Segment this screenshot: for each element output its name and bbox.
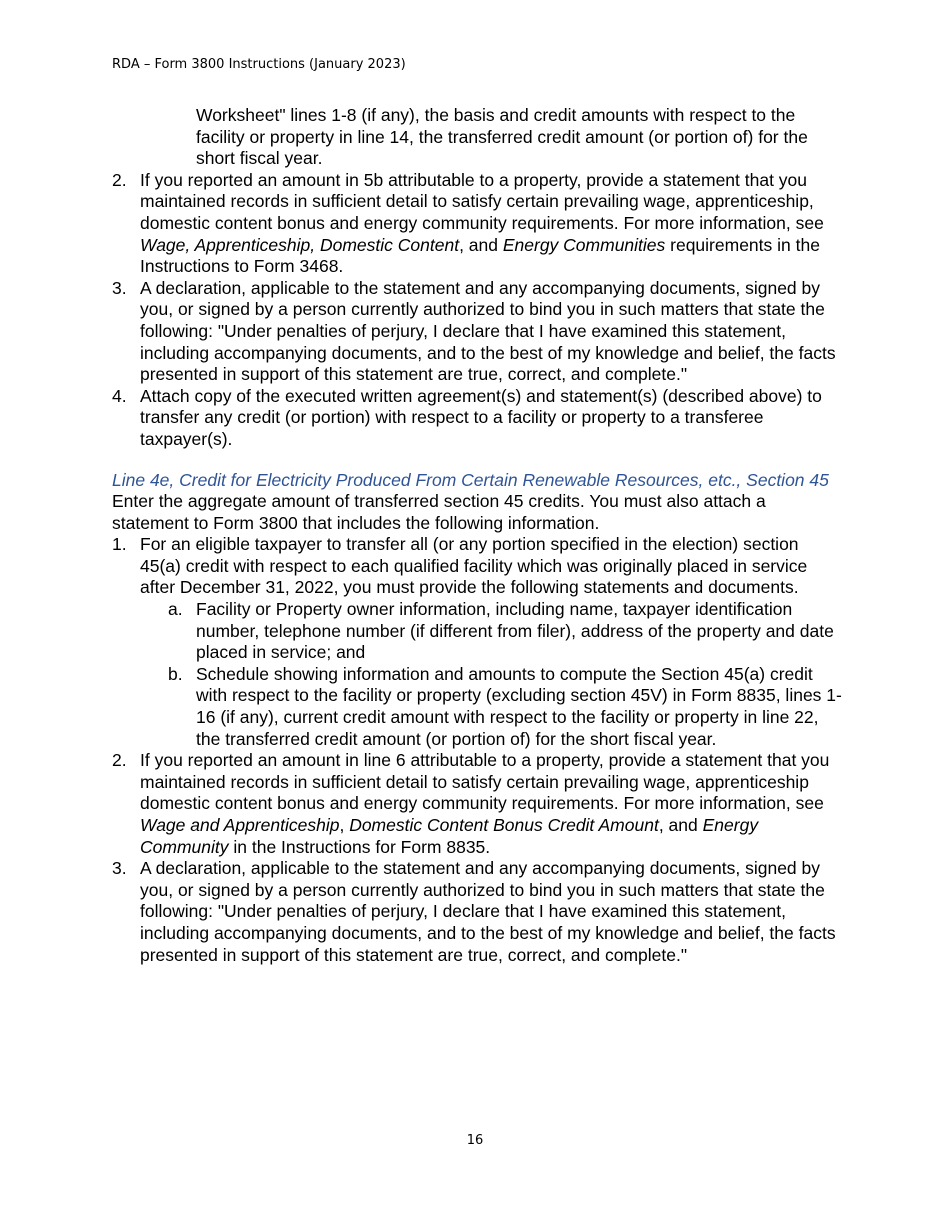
section-heading: Line 4e, Credit for Electricity Produced From Certain Renewable Resources, etc., Section 45 (112, 469, 829, 490)
list-item: 3. A declaration, applicable to the statement and any accompanying documents, signed by you, or signed by a person currently authorized to bind you in such matters that state the following: "Under penalties of perjury, I declare that I have examined this statement, including accompanying documents, and to the best of my knowledge and belief, the facts presented in support of this statement are true, correct, and complete." (112, 858, 836, 965)
sub-list-item: b. Schedule showing information and amounts to compute the Section 45(a) credit with respect to the facility or property (excluding section 45V) in Form 8835, lines 1-16 (if any), current credit amount with respect to the facility or property in line 22, the transferred credit amount (or portion of) for the short fiscal year. (168, 663, 842, 749)
list-item: 2. If you reported an amount in 5b attributable to a property, provide a statement that you maintained records in sufficient detail to satisfy certain prevailing wage, apprenticeship, domestic content bonus and energy community requirements. For more information, see Wage, Apprenticeship, Domestic Content, and Energy Communities requirements in the Instructions to Form 3468. (112, 169, 824, 277)
running-header: RDA – Form 3800 Instructions (January 2023) (112, 57, 406, 72)
continued-sub-item: Worksheet" lines 1-8 (if any), the basis and credit amounts with respect to the facility or property in line 14, the transferred credit amount (or portion of) for the short fiscal year. (196, 105, 808, 169)
list-item: 2. If you reported an amount in line 6 attributable to a property, provide a statement that you maintained records in sufficient detail to satisfy certain prevailing wage, apprenticeship domestic content bonus and energy community requirements. For more information, see Wage and Apprenticeship, Domestic Content Bonus Credit Amount, and Energy Community in the Instructions for Form 8835. (112, 750, 830, 857)
intro-paragraph: Enter the aggregate amount of transferred section 45 credits. You must also attach a statement to Form 3800 that includes the following information. (112, 491, 766, 533)
page-content (112, 105, 842, 966)
list-item: 4. Attach copy of the executed written agreement(s) and statement(s) (described above) to transfer any credit (or portion) with respect to a facility or property to a transferee taxpayer(s). (112, 385, 822, 449)
page-number: 16 (466, 1133, 484, 1148)
list-item: 3. A declaration, applicable to the statement and any accompanying documents, signed by you, or signed by a person currently authorized to bind you in such matters that state the following: "Under penalties of perjury, I declare that I have examined this statement, including accompanying documents, and to the best of my knowledge and belief, the facts presented in support of this statement are true, correct, and complete." (112, 277, 836, 385)
list-item: 1. For an eligible taxpayer to transfer all (or any portion specified in the election) section 45(a) credit with respect to each qualified facility which was originally placed in service after December 31, 2022, you must provide the following statements and documents. (112, 534, 808, 598)
sub-list-item: a. Facility or Property owner information, including name, taxpayer identification number, telephone number (if different from filer), address of the property and date placed in service; and (168, 599, 834, 663)
